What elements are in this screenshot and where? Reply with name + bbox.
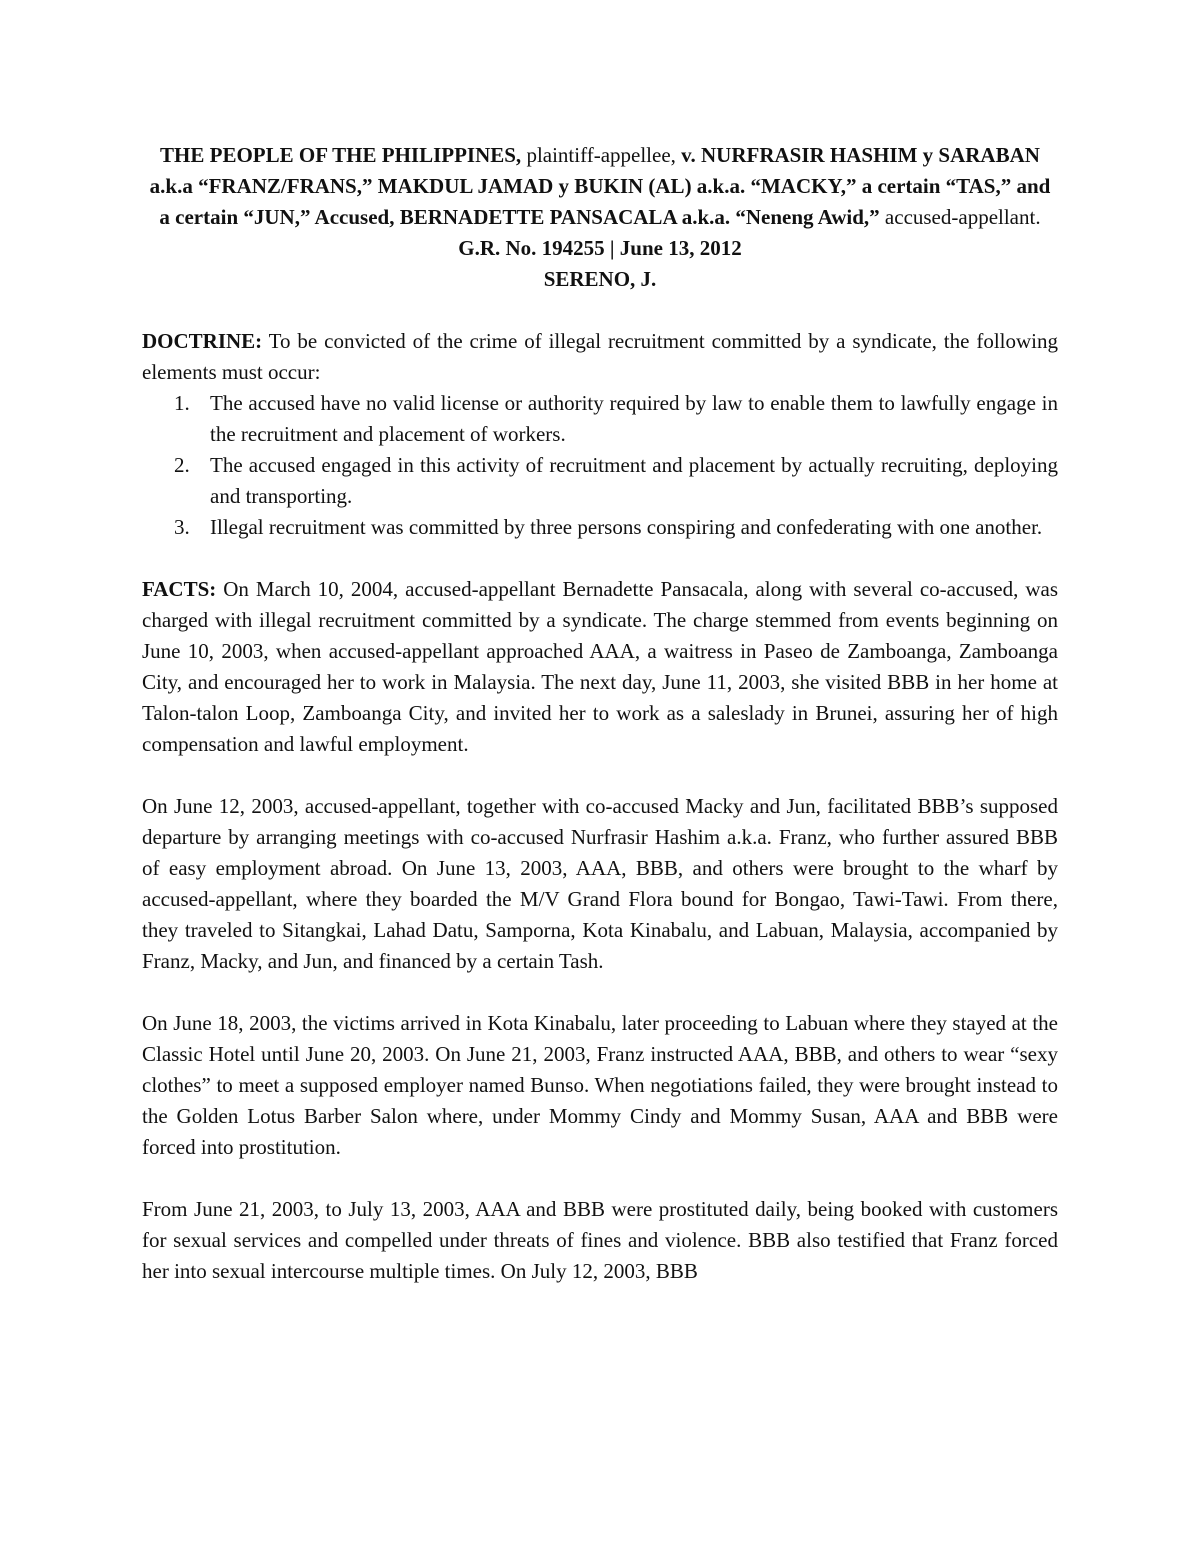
list-item-text: Illegal recruitment was committed by three persons conspiring and confederating with one another. — [210, 515, 1043, 539]
list-item — [142, 450, 1058, 512]
plaintiff-role: plaintiff-appellee, — [521, 143, 682, 167]
case-parties — [142, 140, 1058, 233]
facts-paragraph — [142, 574, 1058, 760]
spacer — [142, 760, 1058, 791]
case-caption — [142, 140, 1058, 295]
facts-paragraph-2: On June 12, 2003, accused-appellant, together with co-accused Macky and Jun, facilitated BBB’s supposed departure by arranging meetings with co-accused Nurfrasir Hashim a.k.a. Franz, who further assured BBB of easy employment abroad. On June 13, 2003, AAA, BBB, and others were brought to the wharf by accused-appellant, where they boarded the M/V Grand Flora bound for Bongao, Tawi-Tawi. From there, they traveled to Sitangkai, Lahad Datu, Samporna, Kota Kinabalu, and Labuan, Malaysia, accompanied by Franz, Macky, and Jun, and financed by a certain Tash. — [142, 794, 1058, 973]
facts-label: FACTS: — [142, 577, 217, 601]
facts-paragraph-4: From June 21, 2003, to July 13, 2003, AAA and BBB were prostituted daily, being booked with customers for sexual services and compelled under threats of fines and violence. BBB also testified that Franz forced her into sexual intercourse multiple times. On July 12, 2003, BBB — [142, 1197, 1058, 1283]
list-item — [142, 512, 1058, 543]
parties-bold-2: v. NURFRASIR HASHIM y SARABAN a.k.a “FRANZ/FRANS,” MAKDUL JAMAD y BUKIN (AL) a.k.a. “MACKY,” a certain “TAS,” and a certain “JUN,” Accused, BERNADETTE PANSACALA a.k.a. “Neneng Awid,” — [149, 143, 1051, 229]
list-item-number: 1. — [174, 391, 190, 415]
spacer — [142, 295, 1058, 326]
parties-bold-1: THE PEOPLE OF THE PHILIPPINES, — [160, 143, 522, 167]
spacer — [142, 1163, 1058, 1194]
facts-first-text: On March 10, 2004, accused-appellant Bernadette Pansacala, along with several co-accused, was charged with illegal recruitment committed by a syndicate. The charge stemmed from events beginning on June 10, 2003, when accused-appellant approached AAA, a waitress in Paseo de Zamboanga, Zamboanga City, and encouraged her to work in Malaysia. The next day, June 11, 2003, she visited BBB in her home at Talon-talon Loop, Zamboanga City, and invited her to work as a saleslady in Brunei, assuring her of high compensation and lawful employment. — [142, 577, 1058, 756]
list-item-text: The accused engaged in this activity of recruitment and placement by actually recruiting, deploying and transporting. — [210, 453, 1058, 508]
doctrine-intro: To be convicted of the crime of illegal recruitment committed by a syndicate, the following elements must occur: — [142, 329, 1058, 384]
ponente: SERENO, J. — [543, 267, 657, 291]
spacer — [142, 977, 1058, 1008]
list-item-text: The accused have no valid license or authority required by law to enable them to lawfully engage in the recruitment and placement of workers. — [210, 391, 1058, 446]
doctrine-paragraph — [142, 326, 1058, 388]
list-item — [142, 388, 1058, 450]
spacer — [142, 543, 1058, 574]
facts-paragraph-3: On June 18, 2003, the victims arrived in Kota Kinabalu, later proceeding to Labuan where they stayed at the Classic Hotel until June 20, 2003. On June 21, 2003, Franz instructed AAA, BBB, and others to wear “sexy clothes” to meet a supposed employer named Bunso. When negotiations failed, they were brought instead to the Golden Lotus Barber Salon where, under Mommy Cindy and Mommy Susan, AAA and BBB were forced into prostitution. — [142, 1011, 1058, 1159]
accused-role: accused-appellant. — [879, 205, 1041, 229]
doctrine-elements-list — [142, 388, 1058, 543]
list-item-number: 2. — [174, 453, 190, 477]
document-page — [142, 140, 1058, 1287]
doctrine-label: DOCTRINE: — [142, 329, 263, 353]
gr-number: G.R. No. 194255 | June 13, 2012 — [458, 236, 742, 260]
list-item-number: 3. — [174, 515, 190, 539]
